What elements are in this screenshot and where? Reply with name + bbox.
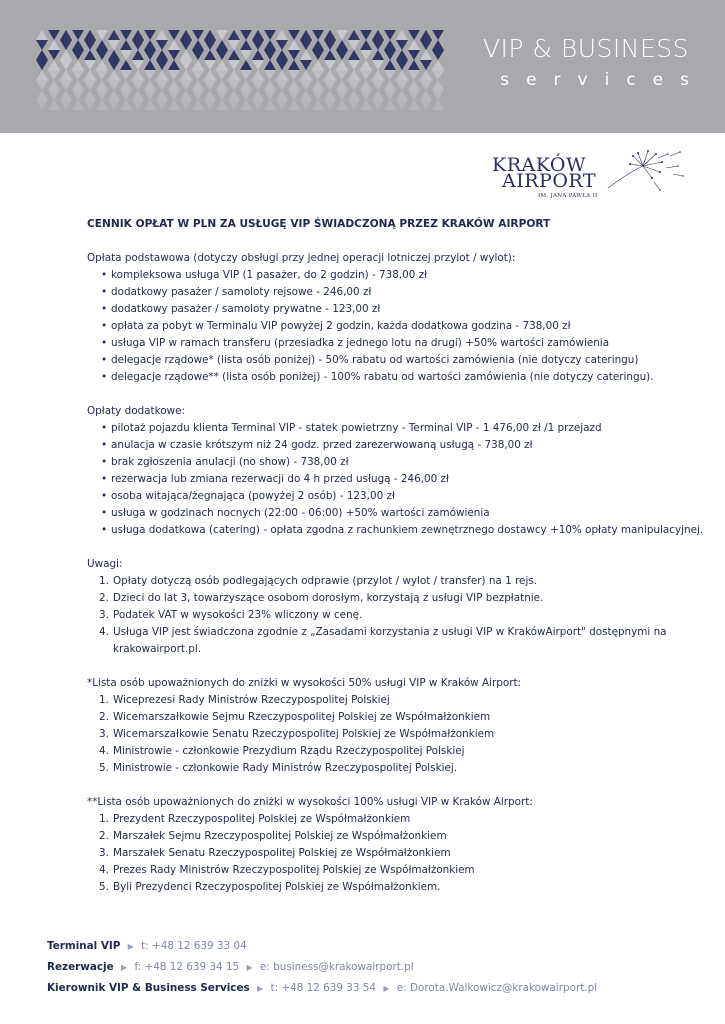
bullet-marker: • bbox=[101, 490, 108, 502]
list-item bbox=[101, 420, 707, 437]
arrow-icon: ▶ bbox=[383, 984, 390, 993]
list-item-text: Marszałek Sejmu Rzeczypospolitej Polskiej ze Współmałżonkiem bbox=[113, 830, 447, 842]
list-item-text: pilotaż pojazdu klienta Terminal VIP - statek powietrzny - Terminal VIP - 1 476,00 zł /1 przejazd bbox=[111, 422, 602, 434]
list-item bbox=[101, 267, 707, 284]
list-item bbox=[101, 454, 707, 471]
brand-title: VIP & BUSINESS bbox=[482, 34, 689, 63]
list-item-text: usługa w godzinach nocnych (22:00 - 06:00) +50% wartości zamówienia bbox=[111, 507, 490, 519]
list-item bbox=[99, 709, 707, 726]
footer-row-manager bbox=[47, 978, 597, 999]
logo-line-3: IM. JANA PAWŁA II bbox=[538, 193, 598, 199]
list-item-text: Opłaty dotyczą osób podlegających odprawie (przylot / wylot / transfer) na 1 rejs. bbox=[113, 575, 538, 587]
basic-fee-list bbox=[87, 267, 707, 386]
list-item bbox=[99, 862, 707, 879]
krakow-airport-logo bbox=[492, 148, 692, 208]
list-item bbox=[99, 828, 707, 845]
list-item bbox=[99, 607, 707, 624]
bullet-marker: • bbox=[101, 354, 108, 366]
number-marker: 5. bbox=[99, 762, 109, 774]
list-item bbox=[99, 845, 707, 862]
list-item bbox=[99, 624, 707, 658]
price-list-content bbox=[87, 216, 707, 896]
footer-label: Kierownik VIP & Business Services bbox=[47, 982, 250, 994]
discount-100-list bbox=[87, 811, 707, 896]
list-item bbox=[101, 301, 707, 318]
list-item-text: opłata za pobyt w Terminalu VIP powyżej 2 godzin, każda dodatkowa godzina - 738,00 zł bbox=[111, 320, 571, 332]
bullet-marker: • bbox=[101, 439, 108, 451]
header-banner bbox=[0, 0, 725, 133]
list-item-text: Dzieci do lat 3, towarzyszące osobom dorosłym, korzystają z usługi VIP bezpłatnie. bbox=[113, 592, 544, 604]
list-item-text: osoba witająca/żegnająca (powyżej 2 osób) - 123,00 zł bbox=[111, 490, 395, 502]
number-marker: 3. bbox=[99, 609, 109, 621]
list-item-text: Wicemarszałkowie Sejmu Rzeczypospolitej Polskiej ze Współmałżonkiem bbox=[113, 711, 491, 723]
bullet-marker: • bbox=[101, 473, 108, 485]
list-item bbox=[101, 352, 707, 369]
list-item-text: anulacja w czasie krótszym niż 24 godz. przed zarezerwowaną usługą - 738,00 zł bbox=[111, 439, 533, 451]
number-marker: 4. bbox=[99, 864, 109, 876]
list-item-text: Wicemarszałkowie Senatu Rzeczypospolitej Polskiej ze Współmałżonkiem bbox=[113, 728, 495, 740]
bullet-marker: • bbox=[101, 303, 108, 315]
discount-50-list bbox=[87, 692, 707, 777]
contact-footer bbox=[47, 936, 597, 999]
list-item-text: dodatkowy pasażer / samoloty rejsowe - 246,00 zł bbox=[111, 286, 372, 298]
list-item bbox=[99, 573, 707, 590]
list-item bbox=[99, 743, 707, 760]
footer-row-reservations bbox=[47, 957, 597, 978]
list-item bbox=[101, 522, 707, 539]
list-item-text: Byli Prezydenci Rzeczypospolitej Polskiej ze Współmałżonkiem. bbox=[113, 881, 441, 893]
bullet-marker: • bbox=[101, 286, 108, 298]
arrow-icon: ▶ bbox=[257, 984, 264, 993]
footer-phone: t: +48 12 639 33 54 bbox=[270, 982, 377, 994]
discount-50-heading: *Lista osób upoważnionych do zniżki w wysokości 50% usługi VIP w Kraków Airport: bbox=[87, 677, 522, 689]
notes-heading: Uwagi: bbox=[87, 558, 123, 570]
footer-email-link[interactable]: e: Dorota.Walkowicz@krakowairport.pl bbox=[396, 982, 598, 994]
discount-100-heading: **Lista osób upoważnionych do zniżki w wysokości 100% usługi VIP w Kraków Airport: bbox=[87, 796, 533, 808]
list-item bbox=[101, 505, 707, 522]
footer-email-link[interactable]: e: business@krakowairport.pl bbox=[259, 961, 414, 973]
logo-line-2: AIRPORT bbox=[502, 170, 597, 192]
footer-label: Rezerwacje bbox=[47, 961, 114, 973]
footer-label: Terminal VIP bbox=[47, 940, 121, 952]
list-item-text: Marszałek Senatu Rzeczypospolitej Polskiej ze Współmałżonkiem bbox=[113, 847, 451, 859]
list-item-text: Prezes Rady Ministrów Rzeczypospolitej Polskiej ze Współmałżonkiem bbox=[113, 864, 475, 876]
list-item bbox=[101, 335, 707, 352]
list-item-text: Prezydent Rzeczypospolitej Polskiej ze Współmałżonkiem bbox=[113, 813, 411, 825]
number-marker: 3. bbox=[99, 728, 109, 740]
bullet-marker: • bbox=[101, 456, 108, 468]
arrow-icon: ▶ bbox=[120, 963, 128, 972]
list-item bbox=[99, 811, 707, 828]
list-item-text: Ministrowie - członkowie Prezydium Rządu Rzeczypospolitej Polskiej bbox=[113, 745, 465, 757]
number-marker: 5. bbox=[99, 881, 109, 893]
list-item bbox=[99, 692, 707, 709]
list-item-text: rezerwacja lub zmiana rezerwacji do 4 h przed usługą - 246,00 zł bbox=[111, 473, 449, 485]
list-item-text: usługa dodatkowa (catering) - opłata zgodna z rachunkiem zewnętrznego dostawcy +10% opłaty manipulacyjnej. bbox=[111, 524, 704, 536]
arrow-icon: ▶ bbox=[246, 963, 253, 972]
document-title: CENNIK OPŁAT W PLN ZA USŁUGĘ VIP ŚWIADCZONĄ PRZEZ KRAKÓW AIRPORT bbox=[87, 218, 551, 230]
number-marker: 4. bbox=[99, 626, 109, 638]
list-item bbox=[101, 284, 707, 301]
number-marker: 2. bbox=[99, 711, 109, 723]
list-item-text: Ministrowie - członkowie Rady Ministrów Rzeczypospolitej Polskiej. bbox=[113, 762, 458, 774]
number-marker: 4. bbox=[99, 745, 109, 757]
bullet-marker: • bbox=[101, 524, 108, 536]
number-marker: 3. bbox=[99, 847, 109, 859]
arrow-icon: ▶ bbox=[127, 942, 134, 951]
footer-row-terminal bbox=[47, 936, 597, 957]
bullet-marker: • bbox=[101, 371, 108, 383]
number-marker: 2. bbox=[99, 592, 109, 604]
basic-fee-heading: Opłata podstawowa (dotyczy obsługi przy jednej operacji lotniczej przylot / wylot): bbox=[87, 252, 516, 264]
list-item bbox=[101, 437, 707, 454]
number-marker: 1. bbox=[99, 813, 109, 825]
list-item bbox=[101, 318, 707, 335]
number-marker: 1. bbox=[99, 694, 109, 706]
list-item-text: Podatek VAT w wysokości 23% wliczony w cenę. bbox=[113, 609, 363, 621]
number-marker: 1. bbox=[99, 575, 109, 587]
logo-line-1: KRAKÓW bbox=[492, 154, 587, 176]
list-item-text: brak zgłoszenia anulacji (no show) - 738,00 zł bbox=[111, 456, 349, 468]
bullet-marker: • bbox=[101, 337, 108, 349]
list-item-text: delegacje rządowe* (lista osób poniżej) - 50% rabatu od wartości zamówienia (nie dotyczy cateringu) bbox=[111, 354, 639, 366]
bullet-marker: • bbox=[101, 422, 108, 434]
list-item bbox=[101, 471, 707, 488]
bullet-marker: • bbox=[101, 269, 108, 281]
dandelion-icon bbox=[588, 148, 688, 198]
extra-fee-list bbox=[87, 420, 707, 539]
list-item bbox=[99, 726, 707, 743]
bullet-marker: • bbox=[101, 507, 108, 519]
extra-fee-heading: Opłaty dodatkowe: bbox=[87, 405, 186, 417]
list-item-text: kompleksowa usługa VIP (1 pasażer, do 2 godzin) - 738,00 zł bbox=[111, 269, 428, 281]
brand-subtitle: services bbox=[500, 70, 706, 90]
list-item-text: delegacje rządowe** (lista osób poniżej) - 100% rabatu od wartości zamówienia (nie dotyczy cateringu). bbox=[111, 371, 654, 383]
number-marker: 2. bbox=[99, 830, 109, 842]
triangle-pattern-decoration bbox=[36, 30, 446, 110]
list-item bbox=[99, 760, 707, 777]
notes-list bbox=[87, 573, 707, 658]
footer-fax: f: +48 12 639 34 15 bbox=[134, 961, 240, 973]
list-item bbox=[101, 369, 707, 386]
list-item-text: Usługa VIP jest świadczona zgodnie z „Zasadami korzystania z usługi VIP w KrakówAirport" dostępnymi na krakowairport.pl. bbox=[113, 626, 667, 655]
list-item-text: Wiceprezesi Rady Ministrów Rzeczypospolitej Polskiej bbox=[113, 694, 390, 706]
bullet-marker: • bbox=[101, 320, 108, 332]
list-item bbox=[101, 488, 707, 505]
list-item-text: dodatkowy pasażer / samoloty prywatne - 123,00 zł bbox=[111, 303, 381, 315]
list-item bbox=[99, 879, 707, 896]
list-item-text: usługa VIP w ramach transferu (przesiadka z jednego lotu na drugi) +50% wartości zamówienia bbox=[111, 337, 610, 349]
list-item bbox=[99, 590, 707, 607]
footer-phone: t: +48 12 639 33 04 bbox=[141, 940, 247, 952]
